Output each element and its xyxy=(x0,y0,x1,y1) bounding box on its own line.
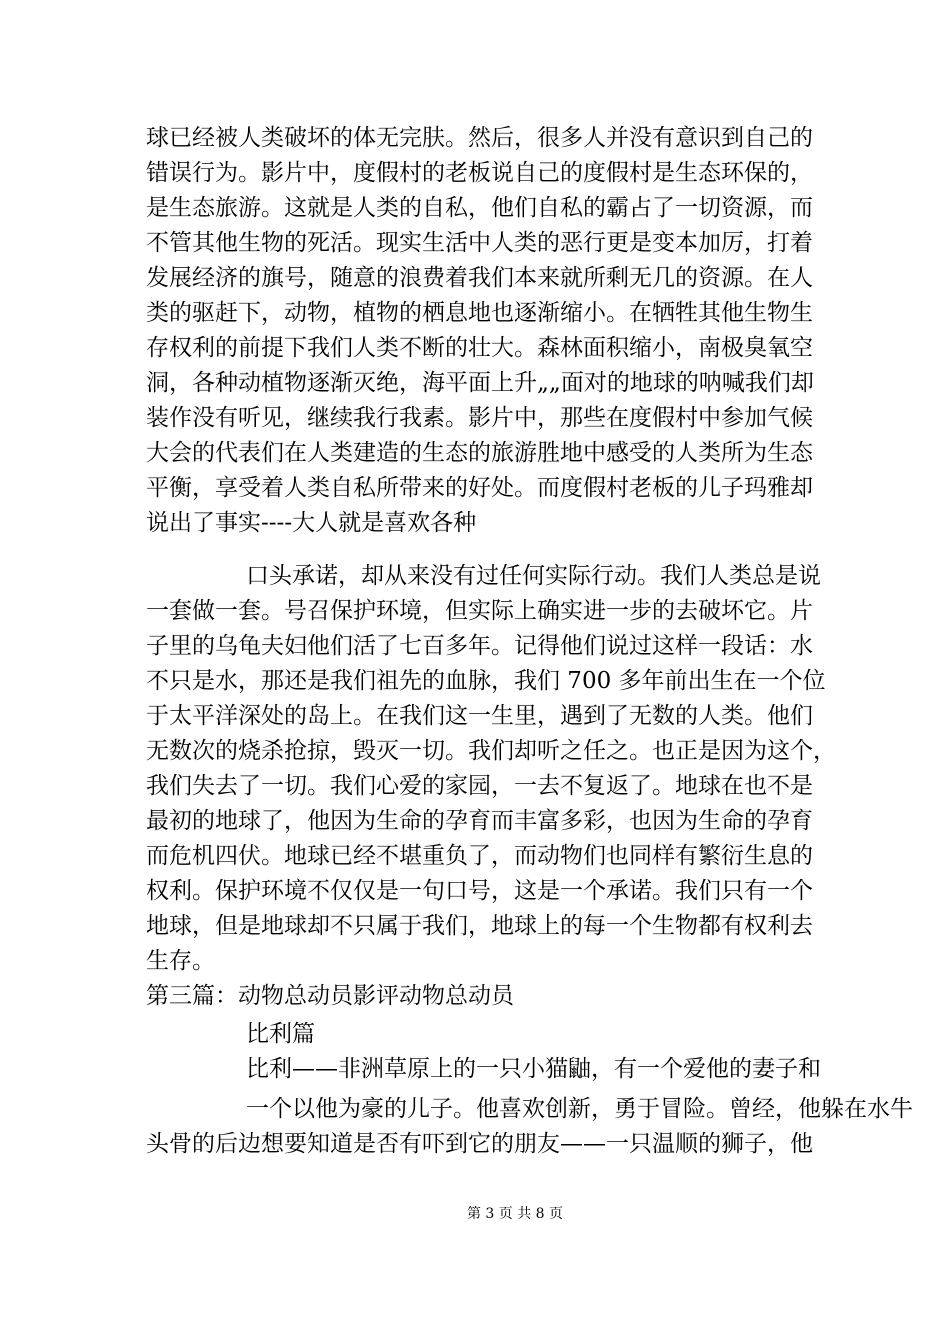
text-line: 我们失去了一切。我们心爱的家园，一去不复返了。地球在也不是 xyxy=(146,773,813,799)
text-line: 最初的地球了，他因为生命的孕育而丰富多彩，也因为生命的孕育 xyxy=(146,808,813,834)
text-line: 生存。 xyxy=(146,948,215,974)
text-line: 洞，各种动植物逐渐灭绝，海平面上升„„面对的地球的呐喊我们却 xyxy=(146,370,814,396)
text-line: 第三篇：动物总动员影评动物总动员 xyxy=(146,983,514,1009)
text-line xyxy=(146,1162,810,1196)
text-line: 是生态旅游。这就是人类的自私，他们自私的霸占了一切资源，而 xyxy=(146,195,813,221)
subsection-heading: 比利——非洲草原上的一只小猫鼬，有一个爱他的妻子和 xyxy=(246,1056,821,1082)
paragraph-start-line: 一个以他为豪的儿子。他喜欢创新，勇于冒险。曾经，他躲在水牛 xyxy=(246,1096,913,1122)
section-heading: 比利篇 xyxy=(246,1021,315,1047)
text-line: 大会的代表们在人类建造的生态的旅游胜地中感受的人类所为生态 xyxy=(146,440,813,466)
text-line: 不只是水，那还是我们祖先的血脉，我们 700 多年前出生在一个位 xyxy=(146,668,826,694)
text-line: 地球，但是地球却不只属于我们，地球上的每一个生物都有权利去 xyxy=(146,913,813,939)
text-line: 权利。保护环境不仅仅是一句口号，这是一个承诺。我们只有一个 xyxy=(146,878,813,904)
text-line: 头骨的后边想要知道是否有吓到它的朋友——一只温顺的狮子，他 xyxy=(146,1131,813,1157)
text-line: 装作没有听见，继续我行我素。影片中，那些在度假村中参加气候 xyxy=(146,405,813,431)
text-line: 球已经被人类破坏的体无完肤。然后，很多人并没有意识到自己的 xyxy=(146,125,813,151)
text-line: 于太平洋深处的岛上。在我们这一生里，遇到了无数的人类。他们 xyxy=(146,703,813,729)
text-line: 平衡，享受着人类自私所带来的好处。而度假村老板的儿子玛雅却 xyxy=(146,475,813,501)
text-line: 发展经济的旗号，随意的浪费着我们本来就所剩无几的资源。在人 xyxy=(146,265,813,291)
text-line: 类的驱赶下，动物，植物的栖息地也逐渐缩小。在牺牲其他生物生 xyxy=(146,300,813,326)
text-line: 而危机四伏。地球已经不堪重负了，而动物们也同样有繁衍生息的 xyxy=(146,843,813,869)
text-line: 子里的乌龟夫妇他们活了七百多年。记得他们说过这样一段话：水 xyxy=(146,633,813,659)
text-line: 不管其他生物的死活。现实生活中人类的恶行更是变本加厉，打着 xyxy=(146,230,813,256)
text-line: 错误行为。影片中，度假村的老板说自己的度假村是生态环保的， xyxy=(146,160,813,186)
text-line: 无数次的烧杀抢掠，毁灭一切。我们却听之任之。也正是因为这个， xyxy=(146,738,836,764)
text-line: 存权利的前提下我们人类不断的壮大。森林面积缩小，南极臭氧空 xyxy=(146,335,813,361)
paragraph-start-line: 口头承诺，却从来没有过任何实际行动。我们人类总是说 xyxy=(246,563,821,589)
text-line: 一套做一套。号召保护环境，但实际上确实进一步的去破坏它。片 xyxy=(146,598,813,624)
page-footer: 第 3 页 共 8 页 xyxy=(466,1206,564,1222)
text-line: 说出了事实----大人就是喜欢各种 xyxy=(146,510,477,536)
